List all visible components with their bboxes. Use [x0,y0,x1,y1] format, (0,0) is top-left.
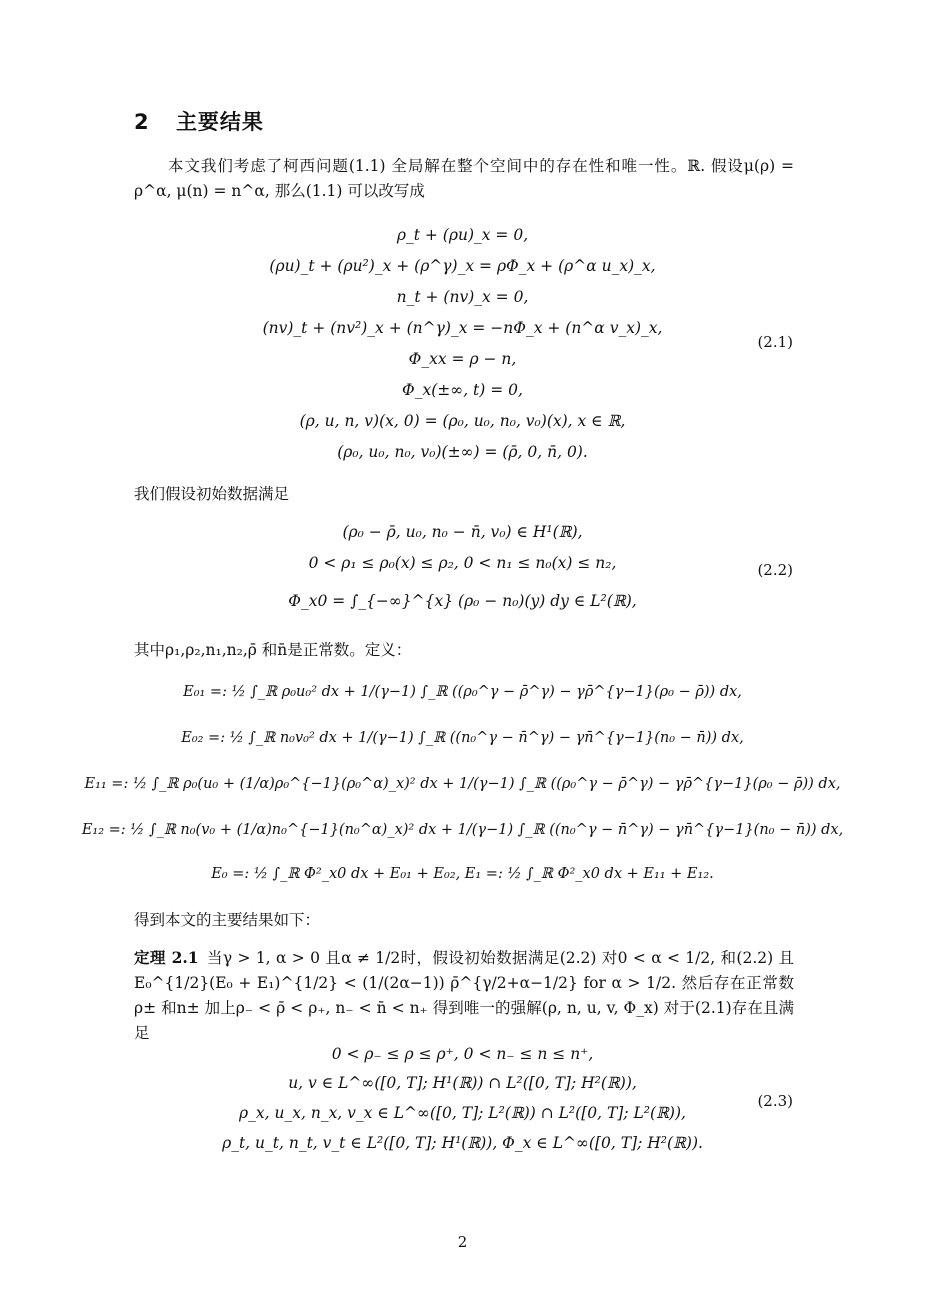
equation-line: ρ_t, u_t, n_t, v_t ∈ L²([0, T]; H¹(ℝ)), Φ_x ∈ L^∞([0, T]; H²(ℝ)). [222,1134,703,1152]
intro-paragraph: 本文我们考虑了柯西问题(1.1) 全局解在整个空间中的存在性和唯一性。ℝ. 假设μ(ρ) = ρ^α, μ(n) = n^α, 那么(1.1) 可以改写成 [134,157,794,200]
equation-line: ρ_t + (ρu)_x = 0, [396,226,529,244]
section-number: 2 [134,110,150,134]
equation-line: Φ_xx = ρ − n, [408,350,517,368]
equation-line: (ρ₀, u₀, n₀, v₀)(±∞) = (ρ̄, 0, n̄, 0). [337,443,588,461]
energy-definition-line: E₁₂ =: ½ ∫_ℝ n₀(v₀ + (1/α)n₀^{−1}(n₀^α)_x)² dx + 1/(γ−1) ∫_ℝ ((n₀^γ − n̄^γ) − γn̄^{γ−1}(n₀ − n̄)) dx, [81,822,844,838]
energy-definition-line: E₀₁ =: ½ ∫_ℝ ρ₀u₀² dx + 1/(γ−1) ∫_ℝ ((ρ₀^γ − ρ̄^γ) − γρ̄^{γ−1}(ρ₀ − ρ̄)) dx, [183,684,742,700]
equation-tag: (2.1) [757,333,793,351]
page-number: 2 [457,1233,468,1251]
equation-tag: (2.3) [757,1092,793,1110]
equation-line: ρ_x, u_x, n_x, v_x ∈ L^∞([0, T]; L²(ℝ)) ∩ L²([0, T]; L²(ℝ)), [239,1104,686,1122]
assumption-text: 我们假设初始数据满足 [134,485,290,503]
equation-tag: (2.2) [757,561,793,579]
equation-line: Φ_x(±∞, t) = 0, [402,381,523,399]
equation-line: (ρu)_t + (ρu²)_x + (ρ^γ)_x = ρΦ_x + (ρ^α u_x)_x, [269,257,656,275]
equation-line: 0 < ρ₁ ≤ ρ₀(x) ≤ ρ₂, 0 < n₁ ≤ n₀(x) ≤ n₂, [308,554,617,572]
equation-line: u, v ∈ L^∞([0, T]; H¹(ℝ)) ∩ L²([0, T]; H²(ℝ)), [288,1074,637,1092]
result-intro-text: 得到本文的主要结果如下： [134,911,321,929]
section-heading [134,106,264,136]
energy-definition-line: E₀₂ =: ½ ∫_ℝ n₀v₀² dx + 1/(γ−1) ∫_ℝ ((n₀^γ − n̄^γ) − γn̄^{γ−1}(n₀ − n̄)) dx, [181,730,744,746]
theorem-body: 当γ > 1, α > 0 且α ≠ 1/2时，假设初始数据满足(2.2) 对0 < α < 1/2, 和(2.2) 且E₀^{1/2}(E₀ + E₁)^{1/2} < (1/(2α−1)) ρ̄^{γ/2+α−1/2} for α > 1/2. 然后存在正常数ρ± 和n± 加上ρ₋ < ρ̄ < ρ₊, n₋ < n̄ < n₊ 得到唯一的强解(ρ, n, u, v, Φ_x) 对于(2.1)存在且满足 [134,949,794,1042]
equation-line: (ρ, u, n, v)(x, 0) = (ρ₀, u₀, n₀, v₀)(x), x ∈ ℝ, [299,412,626,430]
equation-line: Φ_x0 = ∫_{−∞}^{x} (ρ₀ − n₀)(y) dy ∈ L²(ℝ), [288,592,637,610]
equation-line: 0 < ρ₋ ≤ ρ ≤ ρ⁺, 0 < n₋ ≤ n ≤ n⁺, [331,1045,594,1063]
equation-line: (ρ₀ − ρ̄, u₀, n₀ − n̄, v₀) ∈ H¹(ℝ), [342,523,583,541]
definition-text: 其中ρ₁,ρ₂,n₁,n₂,ρ̄ 和n̄是正常数。定义： [134,641,412,659]
theorem-2-1 [134,945,794,1046]
equation-line: (nv)_t + (nv²)_x + (n^γ)_x = −nΦ_x + (n^α v_x)_x, [262,319,663,337]
energy-definition-line: E₁₁ =: ½ ∫_ℝ ρ₀(u₀ + (1/α)ρ₀^{−1}(ρ₀^α)_x)² dx + 1/(γ−1) ∫_ℝ ((ρ₀^γ − ρ̄^γ) − γρ̄^{γ−1}(ρ₀ − ρ̄)) dx, [84,776,841,792]
energy-definition-line: E₀ =: ½ ∫_ℝ Φ²_x0 dx + E₀₁ + E₀₂, E₁ =: ½ ∫_ℝ Φ²_x0 dx + E₁₁ + E₁₂. [211,866,714,882]
section-title: 主要结果 [175,110,264,134]
equation-line: n_t + (nv)_x = 0, [396,288,529,306]
theorem-label: 定理 2.1 [134,948,199,967]
